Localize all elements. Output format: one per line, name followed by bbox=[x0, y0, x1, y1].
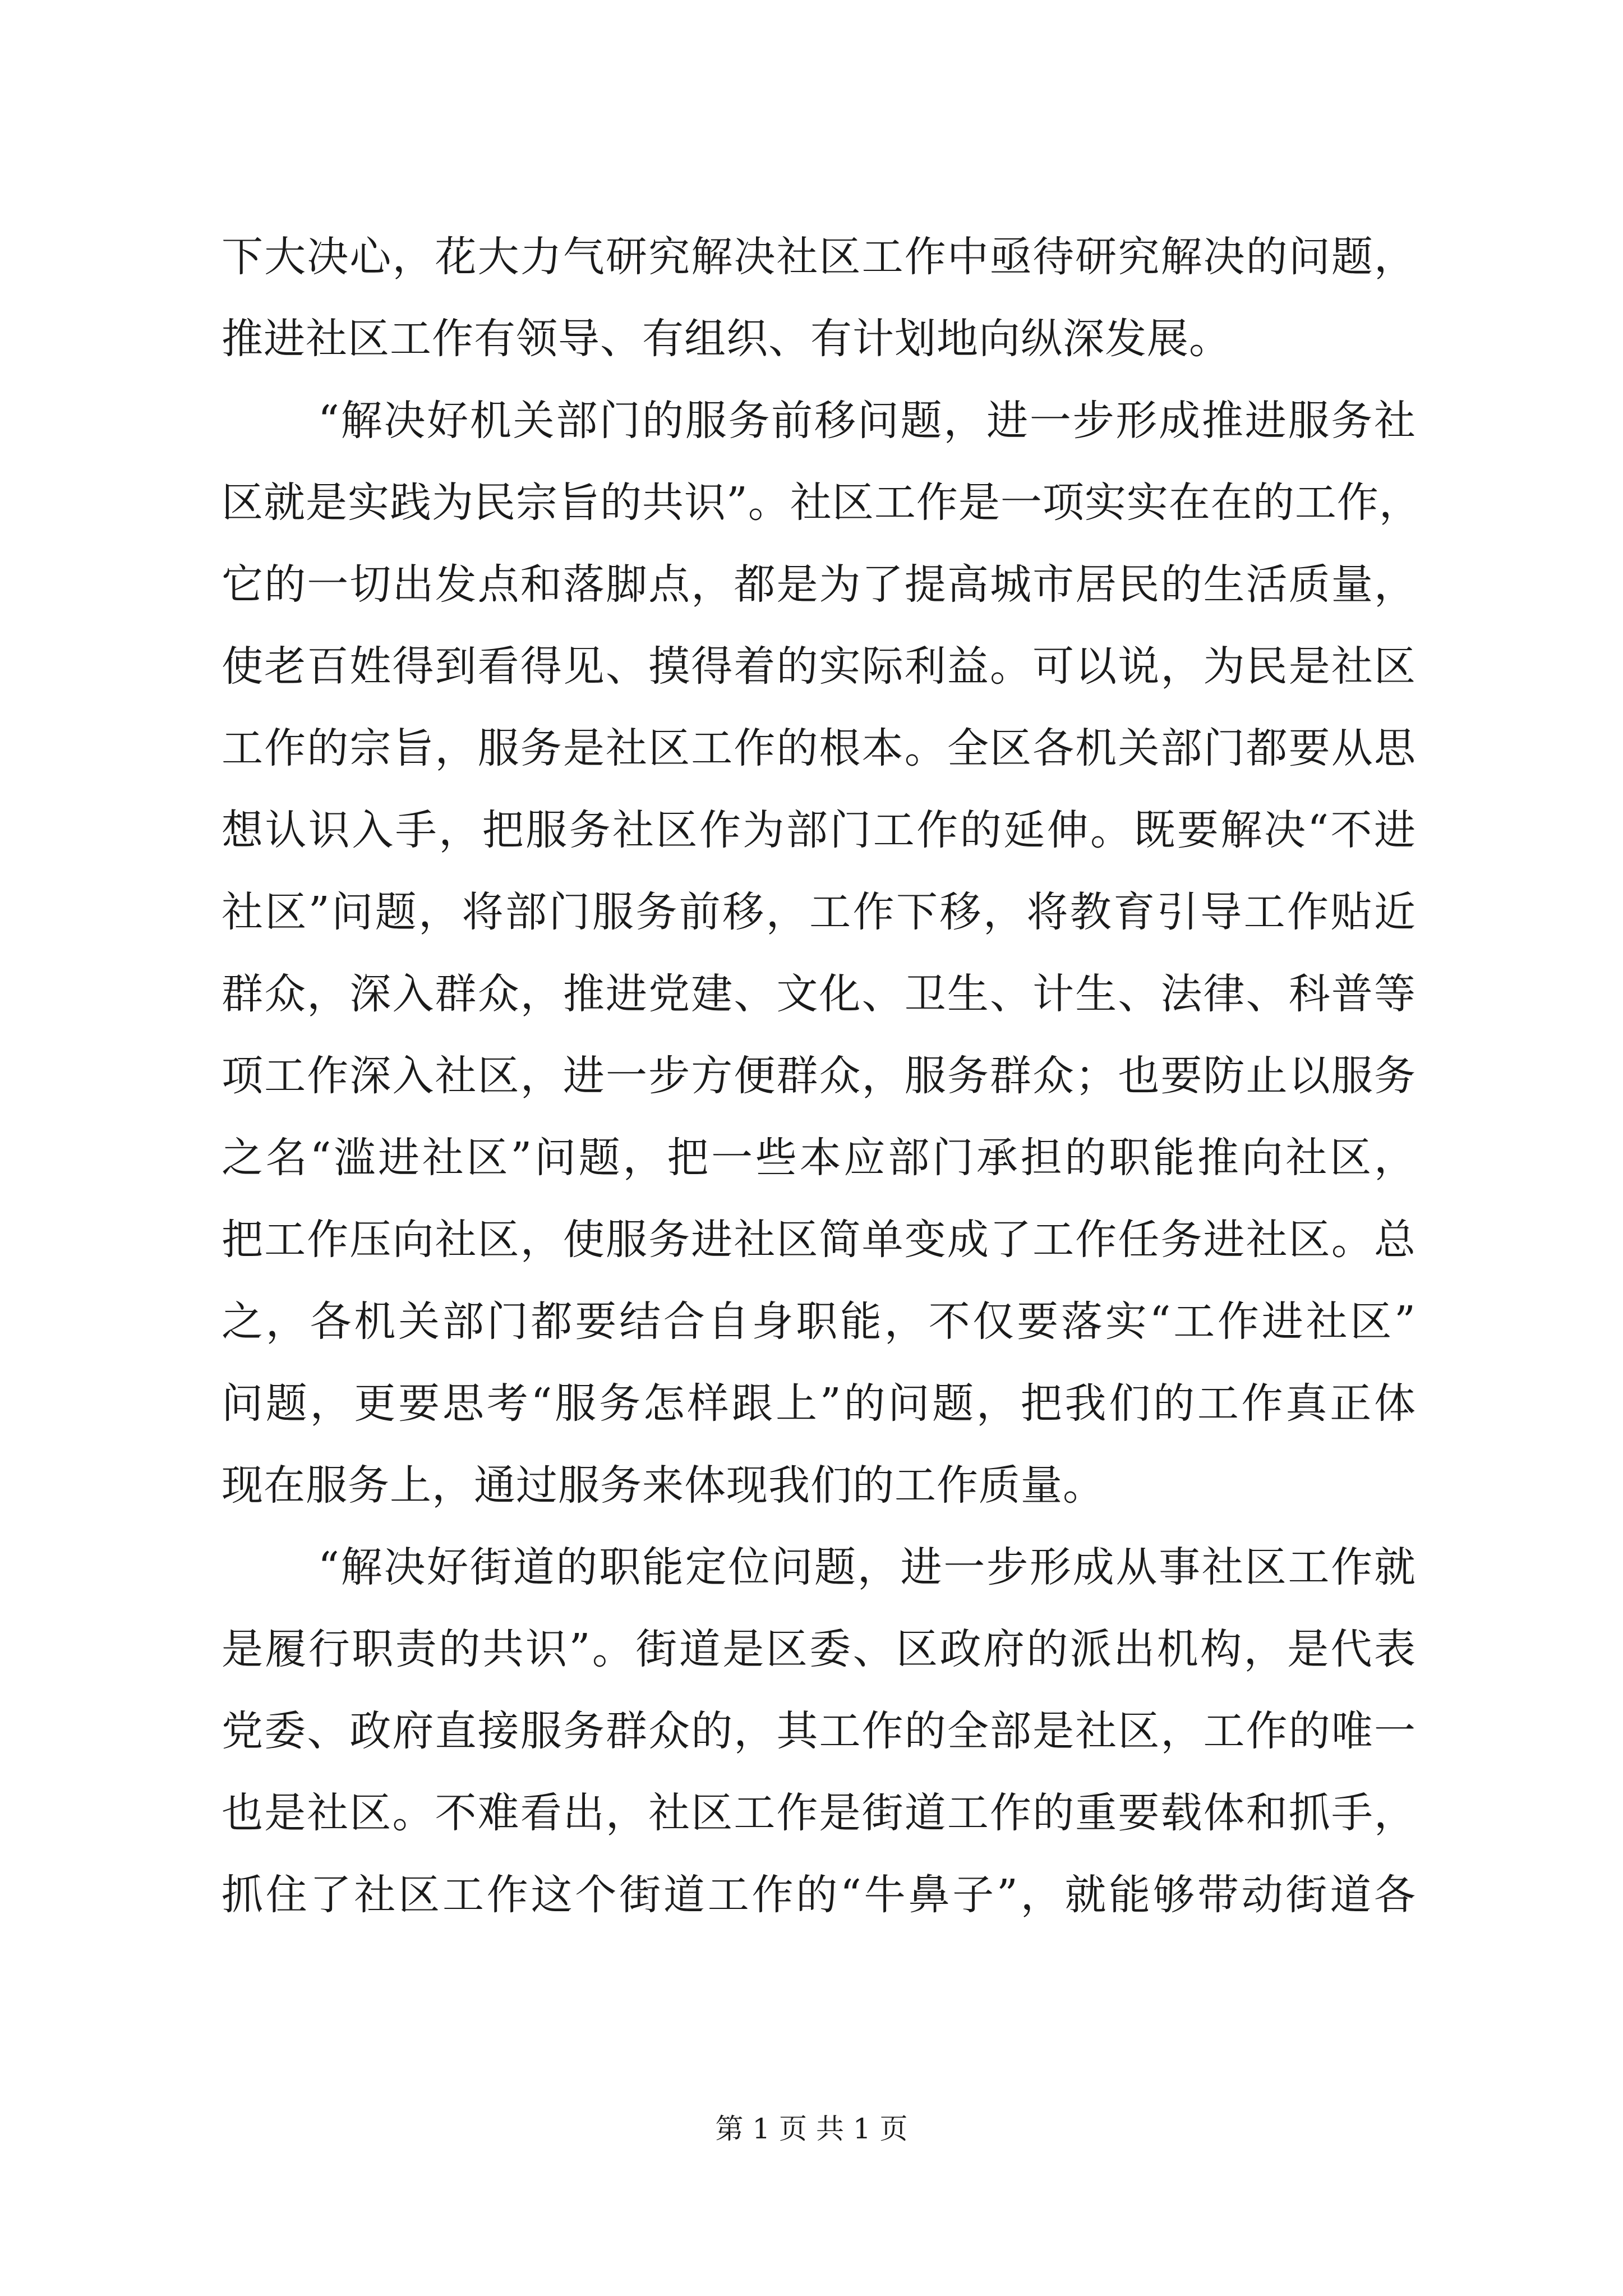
text-line-1: 下大决心，花大力气研究解决社区工作中亟待研究解决的问题， bbox=[222, 233, 1416, 281]
text-line-8: 想认识入手，把服务社区作为部门工作的延伸。既要解决“不进 bbox=[222, 806, 1416, 854]
text-line-18: 是履行职责的共识”。街道是区委、区政府的派出机构，是代表 bbox=[222, 1625, 1416, 1673]
text-line-3: “解决好机关部门的服务前移问题，进一步形成推进服务社 bbox=[318, 397, 1416, 445]
text-line-12: 之名“滥进社区”问题，把一些本应部门承担的职能推向社区， bbox=[222, 1134, 1416, 1182]
text-line-20: 也是社区。不难看出，社区工作是街道工作的重要载体和抓手， bbox=[222, 1789, 1416, 1837]
text-line-6: 使老百姓得到看得见、摸得着的实际利益。可以说，为民是社区 bbox=[222, 642, 1416, 691]
text-line-14: 之，各机关部门都要结合自身职能，不仅要落实“工作进社区” bbox=[222, 1297, 1416, 1346]
text-line-9: 社区”问题，将部门服务前移，工作下移，将教育引导工作贴近 bbox=[222, 888, 1416, 936]
text-line-7: 工作的宗旨，服务是社区工作的根本。全区各机关部门都要从思 bbox=[222, 724, 1416, 772]
text-line-13: 把工作压向社区，使服务进社区简单变成了工作任务进社区。总 bbox=[222, 1216, 1416, 1264]
page-number-label: 第 1 页 共 1 页 bbox=[715, 2113, 908, 2145]
text-line-5: 它的一切出发点和落脚点，都是为了提高城市居民的生活质量， bbox=[222, 560, 1416, 609]
document-body bbox=[222, 216, 1421, 1936]
text-line-11: 项工作深入社区，进一步方便群众，服务群众；也要防止以服务 bbox=[222, 1052, 1416, 1100]
text-line-16: 现在服务上，通过服务来体现我们的工作质量。 bbox=[222, 1461, 1105, 1510]
text-line-17: “解决好街道的职能定位问题，进一步形成从事社区工作就 bbox=[318, 1543, 1416, 1591]
text-line-2: 推进社区工作有领导、有组织、有计划地向纵深发展。 bbox=[222, 315, 1231, 363]
page-footer bbox=[0, 2109, 1623, 2148]
text-line-10: 群众，深入群众，推进党建、文化、卫生、计生、法律、科普等 bbox=[222, 970, 1416, 1018]
text-line-21: 抓住了社区工作这个街道工作的“牛鼻子”，就能够带动街道各 bbox=[222, 1871, 1416, 1919]
text-line-19: 党委、政府直接服务群众的，其工作的全部是社区，工作的唯一 bbox=[222, 1707, 1416, 1755]
text-line-4: 区就是实践为民宗旨的共识”。社区工作是一项实实在在的工作， bbox=[222, 478, 1421, 527]
text-line-15: 问题，更要思考“服务怎样跟上”的问题，把我们的工作真正体 bbox=[222, 1379, 1416, 1428]
